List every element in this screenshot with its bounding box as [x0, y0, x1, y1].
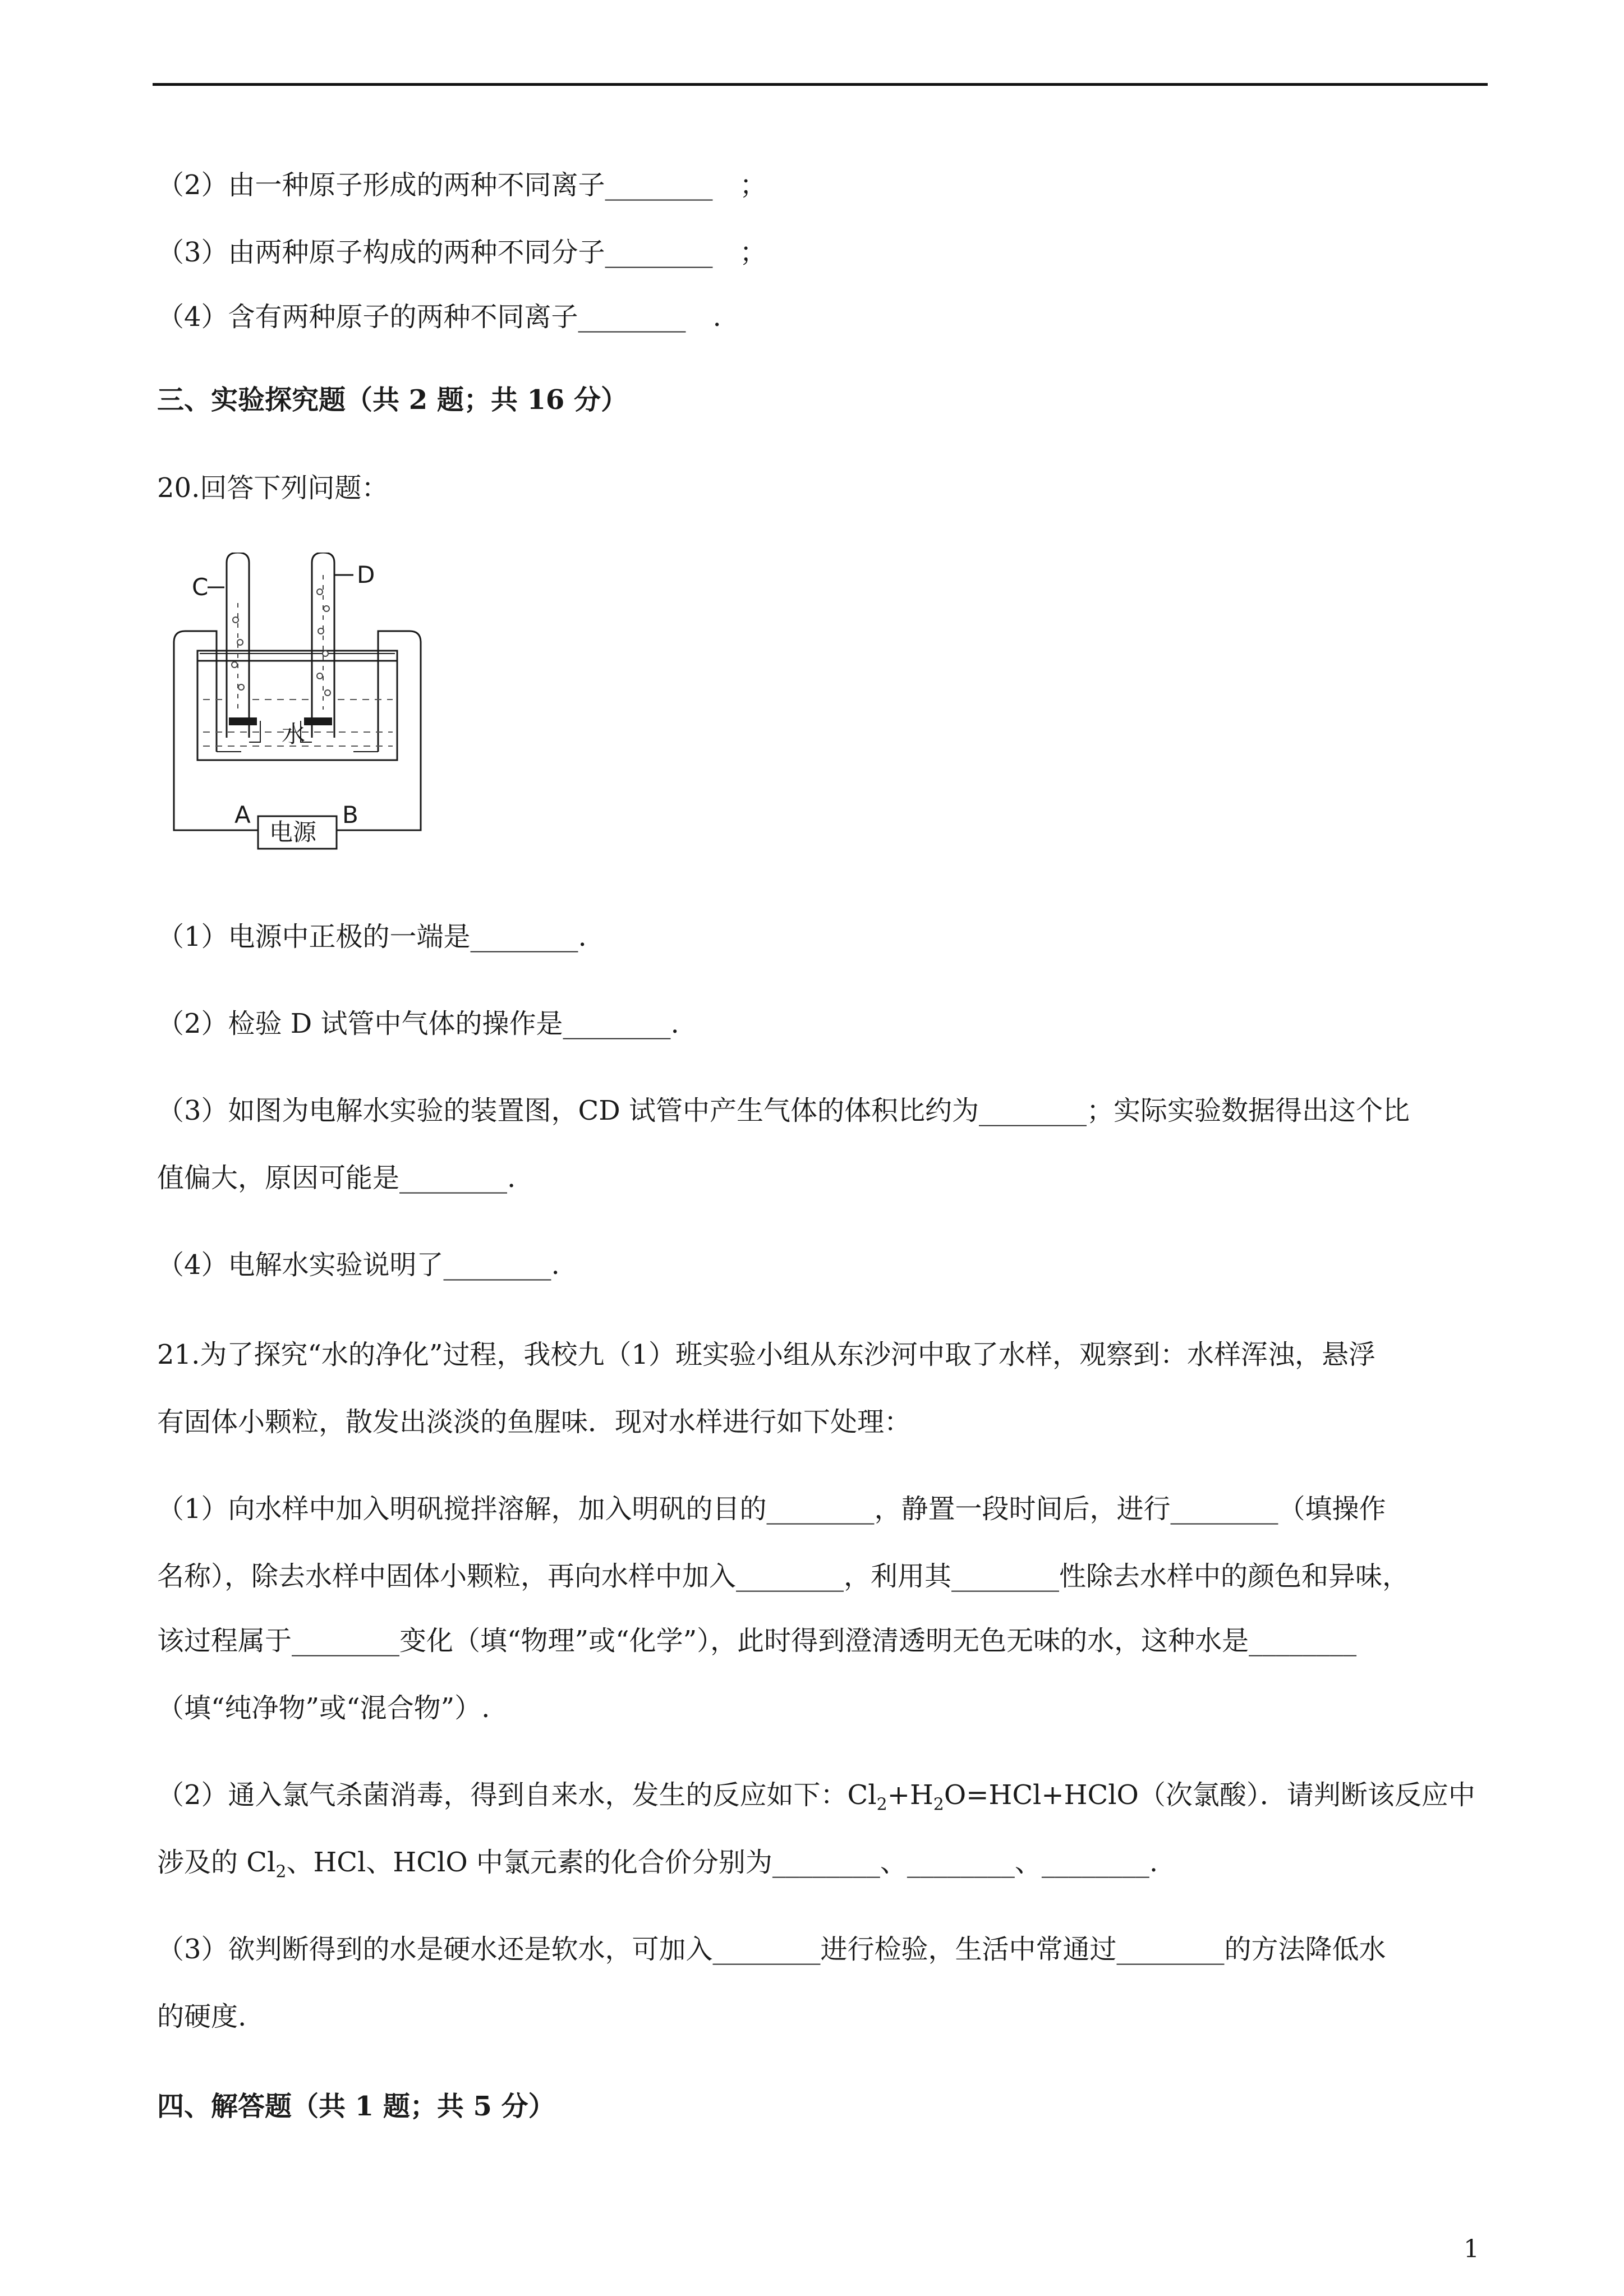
q21-part1-line1: （1）向水样中加入明矾搅拌溶解，加入明矾的目的________，静置一段时间后，进行________（填操作 — [157, 1493, 1386, 1525]
label-c: C — [192, 573, 209, 601]
q21-stem-line1: 21.为了探究“水的净化”过程，我校九（1）班实验小组从东沙河中取了水样，观察到：水样浑浊，悬浮 — [157, 1339, 1375, 1370]
q19-part4: （4）含有两种原子的两种不同离子________ . — [157, 301, 721, 333]
q20-part4: （4）电解水实验说明了________. — [157, 1249, 560, 1281]
q19-part3: （3）由两种原子构成的两种不同分子________ ； — [157, 237, 767, 268]
section-4-heading: 四、解答题（共 1 题；共 5 分） — [157, 2091, 555, 2122]
q20-part1: （1）电源中正极的一端是________. — [157, 921, 587, 953]
q20-part2: （2）检验 D 试管中气体的操作是________. — [157, 1008, 679, 1039]
label-d: D — [357, 561, 375, 588]
label-a: A — [234, 801, 251, 829]
q21-part3-line1: （3）欲判断得到的水是硬水还是软水，可加入________进行检验，生活中常通过________的方法降低水 — [157, 1934, 1386, 1965]
q20-part3-line2: 值偏大，原因可能是________. — [157, 1162, 516, 1194]
q19-part2: （2）由一种原子形成的两种不同离子________ ； — [157, 169, 767, 201]
q21-part1-line3: 该过程属于________变化（填“物理”或“化学”），此时得到澄清透明无色无味的水，这种水是________ — [157, 1625, 1357, 1657]
section-3-heading: 三、实验探究题（共 2 题；共 16 分） — [157, 384, 628, 416]
q21-part1-line4: （填“纯净物”或“混合物”）. — [157, 1692, 490, 1724]
q20-part3-line1: （3）如图为电解水实验的装置图，CD 试管中产生气体的体积比约为________；实际实验数据得出这个比 — [157, 1095, 1410, 1126]
header-rule — [153, 83, 1488, 86]
q20-stem: 20.回答下列问题： — [157, 472, 389, 504]
q21-stem-line2: 有固体小颗粒，散发出淡淡的鱼腥味．现对水样进行如下处理： — [157, 1406, 912, 1438]
electrolysis-apparatus-diagram — [163, 553, 432, 867]
label-b: B — [342, 801, 358, 829]
page-number: 1 — [1464, 2235, 1479, 2263]
q21-part3-line2: 的硬度. — [157, 2001, 247, 2032]
label-power: 电源 — [269, 818, 317, 846]
q21-part1-line2: 名称），除去水样中固体小颗粒，再向水样中加入________，利用其________性除去水样中的颜色和异味， — [157, 1561, 1410, 1592]
label-water: 水 — [282, 720, 306, 748]
q21-part2-line1: （2）通入氯气杀菌消毒，得到自来水，发生的反应如下：$Cl_2+H_2O=HCl+HClO$（次氯酸）．请判断该反应中 — [157, 1779, 1475, 1815]
q21-part2-line2: 涉及的 $Cl_2$、HCl、HClO 中氯元素的化合价分别为________、________、________. — [157, 1847, 1158, 1882]
